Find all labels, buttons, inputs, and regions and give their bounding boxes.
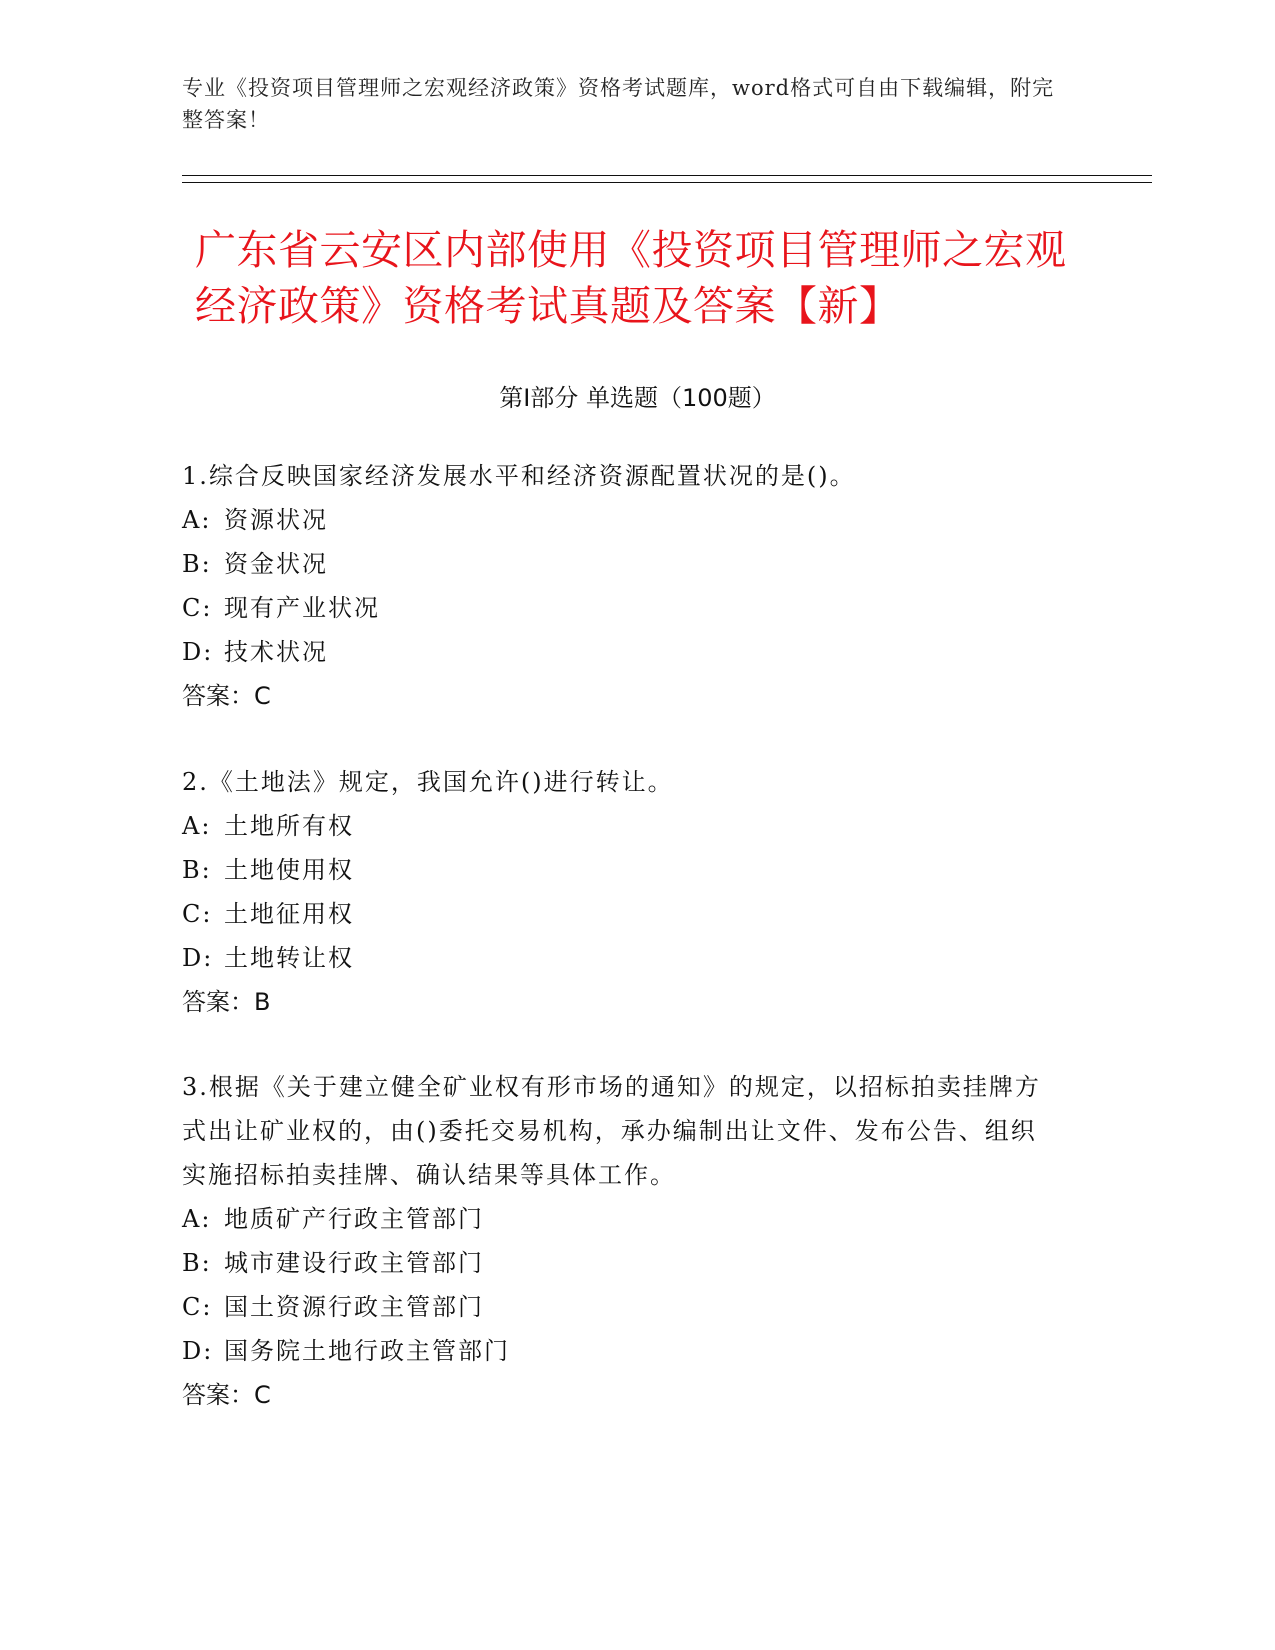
option-text: 土地转让权	[224, 944, 354, 972]
option-d	[182, 1329, 1062, 1373]
option-text: 现有产业状况	[224, 594, 380, 622]
option-letter: D:	[182, 1337, 214, 1365]
header-rule-bottom	[182, 182, 1152, 183]
document-title: 广东省云安区内部使用《投资项目管理师之宏观经济政策》资格考试真题及答案【新】	[195, 226, 1067, 330]
option-letter: C:	[182, 900, 213, 928]
option-text: 资金状况	[224, 550, 328, 578]
option-letter: D:	[182, 944, 214, 972]
answer-line: 答案：C	[182, 1381, 271, 1409]
answer-line: 答案：C	[182, 682, 271, 710]
option-text: 土地所有权	[224, 812, 354, 840]
option-b	[182, 848, 1062, 892]
option-letter: A:	[182, 812, 212, 840]
option-text: 资源状况	[224, 506, 328, 534]
option-b	[182, 542, 1062, 586]
option-c	[182, 892, 1062, 936]
question-text: 1.综合反映国家经济发展水平和经济资源配置状况的是()。	[182, 462, 856, 490]
option-c	[182, 1285, 1062, 1329]
answer-line: 答案：B	[182, 988, 271, 1016]
option-c	[182, 586, 1062, 630]
option-d	[182, 630, 1062, 674]
question-3	[182, 1065, 1062, 1417]
header-rule-top	[182, 175, 1152, 176]
option-text: 技术状况	[224, 638, 328, 666]
option-letter: B:	[182, 1249, 212, 1277]
option-text: 土地使用权	[224, 856, 354, 884]
option-a	[182, 1197, 1062, 1241]
option-letter: C:	[182, 594, 213, 622]
section-heading: 第Ⅰ部分 单选题（100题）	[499, 384, 776, 412]
option-text: 土地征用权	[224, 900, 354, 928]
option-letter: D:	[182, 638, 214, 666]
option-a	[182, 498, 1062, 542]
option-letter: C:	[182, 1293, 213, 1321]
option-a	[182, 804, 1062, 848]
option-text: 地质矿产行政主管部门	[224, 1205, 484, 1233]
option-d	[182, 936, 1062, 980]
question-2	[182, 760, 1062, 1024]
option-letter: B:	[182, 856, 212, 884]
question-text: 2.《土地法》规定，我国允许()进行转让。	[182, 768, 674, 796]
question-text: 3.根据《关于建立健全矿业权有形市场的通知》的规定，以招标拍卖挂牌方式出让矿业权的，由()委托交易机构，承办编制出让文件、发布公告、组织实施招标拍卖挂牌、确认结果等具体工作。	[182, 1073, 1041, 1189]
option-b	[182, 1241, 1062, 1285]
header-note: 专业《投资项目管理师之宏观经济政策》资格考试题库，word格式可自由下载编辑，附完整答案！	[182, 76, 1055, 132]
question-1	[182, 454, 1062, 718]
option-text: 国务院土地行政主管部门	[224, 1337, 510, 1365]
option-letter: B:	[182, 550, 212, 578]
option-text: 国土资源行政主管部门	[224, 1293, 484, 1321]
option-text: 城市建设行政主管部门	[224, 1249, 484, 1277]
option-letter: A:	[182, 1205, 212, 1233]
option-letter: A:	[182, 506, 212, 534]
